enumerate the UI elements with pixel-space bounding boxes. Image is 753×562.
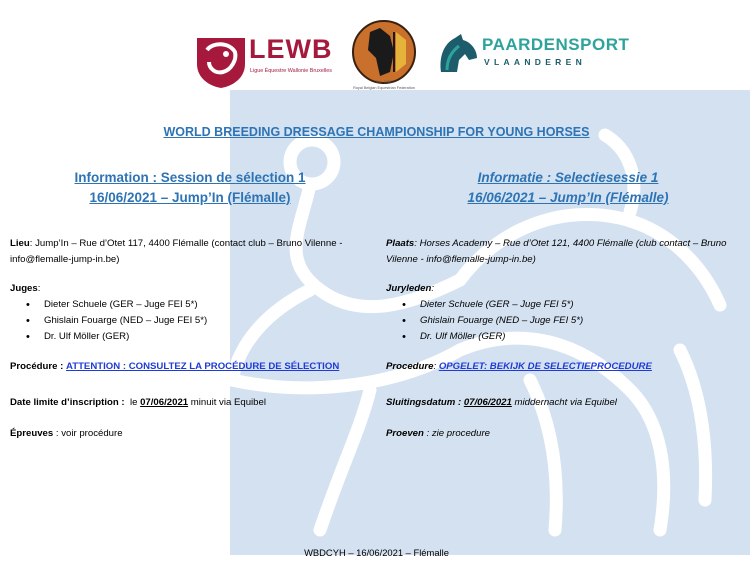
document-title: WORLD BREEDING DRESSAGE CHAMPIONSHIP FOR YOUNG HORSES: [163, 125, 590, 139]
nl-deadline-date: 07/06/2021: [463, 397, 512, 408]
nl-procedure-colon: :: [433, 361, 437, 372]
nl-proeven-value: : zie procedure: [426, 428, 491, 439]
nl-heading-line1: Informatie : Selectiesessie 1: [477, 170, 659, 185]
nl-plaats-label: Plaats: [386, 238, 415, 249]
rbef-caption: Royal Belgian Equestrian Federation: [353, 86, 415, 90]
nl-deadline: [386, 395, 617, 411]
pv-line1: PAARDENSPORT: [482, 35, 630, 54]
horse-head-icon: [435, 30, 481, 76]
fr-heading: [40, 168, 340, 208]
fr-juges: [10, 281, 207, 345]
fr-judge-item: • Dr. Ulf Möller (GER): [10, 329, 207, 345]
rbef-year: Est. 1927: [375, 80, 393, 84]
nl-jury: [386, 281, 583, 345]
nl-heading: [418, 168, 718, 208]
pv-line2: VLAANDEREN: [484, 57, 587, 67]
fr-deadline: [10, 395, 266, 411]
rbef-logo: [350, 18, 418, 96]
fr-juges-label: Juges: [10, 283, 38, 294]
paardensport-vlaanderen-logo: [435, 30, 630, 76]
fr-deadline-post: minuit via Equibel: [190, 397, 266, 408]
fr-deadline-pre: le: [129, 397, 138, 408]
fr-judge-item: • Dieter Schuele (GER – Juge FEI 5*): [10, 297, 207, 313]
nl-proeven-label: Proeven: [386, 428, 424, 439]
fr-procedure-link[interactable]: ATTENTION : CONSULTEZ LA PROCÉDURE DE SÉLECTION: [66, 361, 340, 372]
nl-deadline-post: middernacht via Equibel: [514, 397, 617, 408]
nl-proeven: [386, 426, 490, 442]
fr-deadline-date: 07/06/2021: [140, 397, 189, 408]
lewb-subtitle: Ligue Équestre Wallonie Bruxelles: [250, 68, 332, 74]
nl-judge-item: • Dieter Schuele (GER – Juge FEI 5*): [386, 297, 583, 313]
fr-heading-line2: 16/06/2021 – Jump’In (Flémalle): [89, 190, 291, 205]
fr-heading-line1: Information : Session de sélection 1: [74, 170, 306, 185]
fr-juges-colon: :: [37, 283, 41, 294]
fr-epreuves: [10, 426, 123, 442]
nl-judge-item: • Ghislain Fouarge (NED – Juge FEI 5*): [386, 313, 583, 329]
rbef-horse-icon: [350, 18, 418, 86]
nl-jury-label: Juryleden: [386, 283, 432, 294]
fr-procedure-label: Procédure :: [10, 361, 64, 372]
page-footer: WBDCYH – 16/06/2021 – Flémalle: [304, 547, 449, 558]
nl-procedure-link[interactable]: OPGELET: BEKIJK DE SELECTIEPROCEDURE: [438, 361, 652, 372]
nl-judges-list: [386, 297, 583, 345]
fr-deadline-label: Date limite d’inscription :: [10, 397, 125, 408]
nl-plaats-line2: Vilenne - info@flemalle-jump-in.be): [386, 254, 536, 265]
fr-judge-item: • Ghislain Fouarge (NED – Juge FEI 5*): [10, 313, 207, 329]
fr-lieu-label: Lieu: [10, 238, 30, 249]
fr-epreuves-label: Épreuves: [10, 428, 54, 439]
fr-procedure: [10, 359, 339, 375]
fr-lieu-line2: info@flemalle-jump-in.be): [10, 254, 120, 265]
fr-lieu-line1: : Jump’In – Rue d’Otet 117, 4400 Flémalle (contact club – Bruno Vilenne -: [29, 238, 343, 249]
nl-jury-colon: :: [431, 283, 434, 294]
nl-plaats-line1: : Horses Academy – Rue d’Otet 121, 4400 Flémalle (club contact – Bruno: [414, 238, 727, 249]
nl-heading-line2: 16/06/2021 – Jump’In (Flémalle): [467, 190, 669, 205]
fr-judges-list: [10, 297, 207, 345]
fr-lieu: [10, 236, 342, 268]
nl-judge-item: • Dr. Ulf Möller (GER): [386, 329, 583, 345]
nl-procedure-label: Procedure: [386, 361, 434, 372]
fr-epreuves-value: : voir procédure: [55, 428, 123, 439]
lewb-name: LEWB: [249, 34, 333, 64]
nl-deadline-label: Sluitingsdatum :: [386, 397, 462, 408]
lewb-logo: [193, 30, 333, 90]
nl-plaats: [386, 236, 726, 268]
nl-procedure: [386, 359, 652, 375]
